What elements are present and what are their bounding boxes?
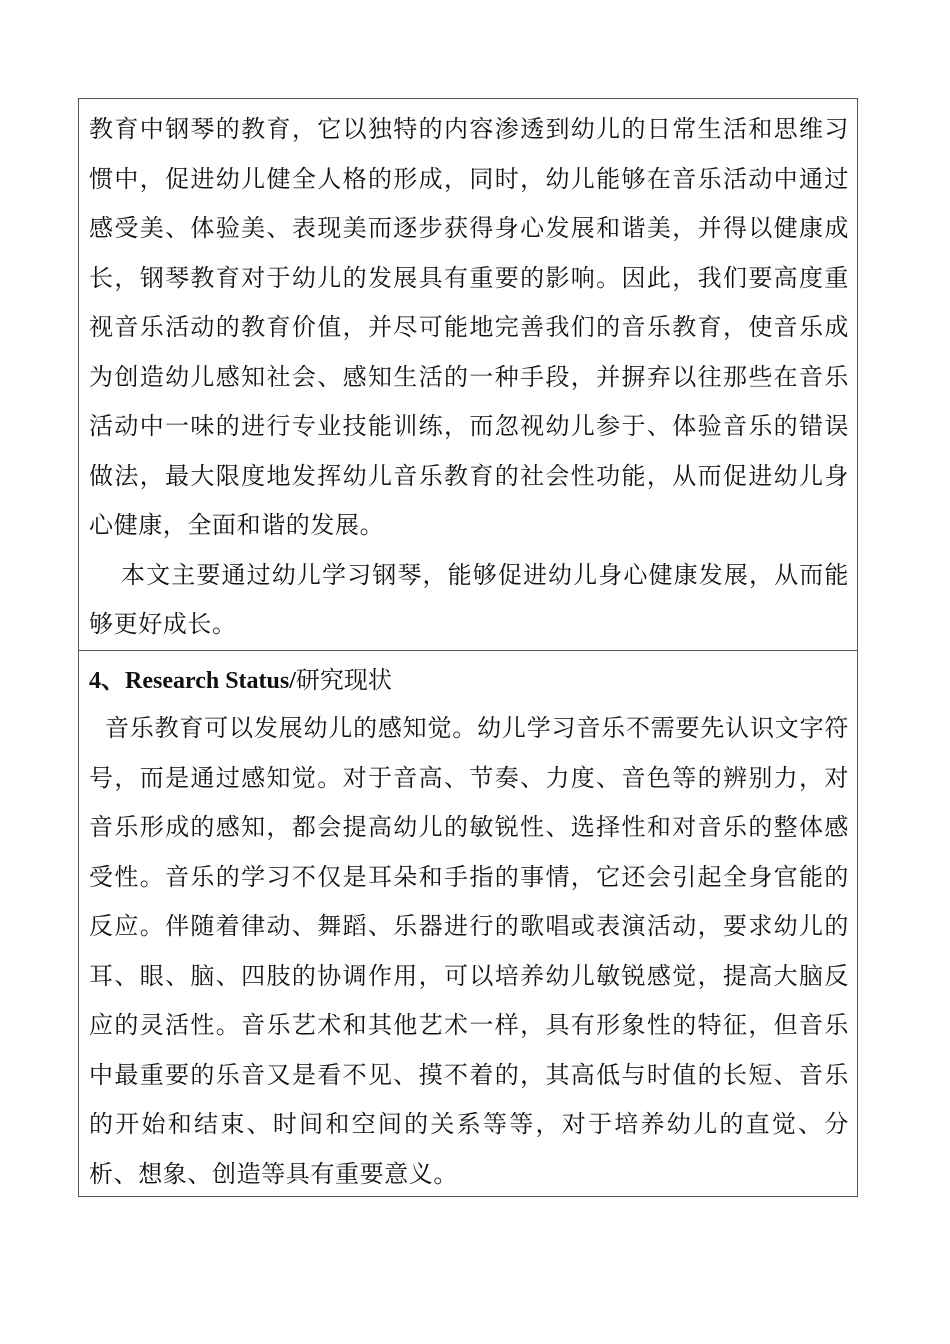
intro-cell: [79, 99, 857, 650]
intro-paragraph: 教育中钢琴的教育，它以独特的内容渗透到幼儿的日常生活和思维习惯中，促进幼儿健全人格的形成，同时，幼儿能够在音乐活动中通过感受美、体验美、表现美而逐步获得身心发展和谐美，并得以健康成长，钢琴教育对于幼儿的发展具有重要的影响。因此，我们要高度重视音乐活动的教育价值，并尽可能地完善我们的音乐教育，使音乐成为创造幼儿感知社会、感知生活的一种手段，并摒弃以往那些在音乐活动中一味的进行专业技能训练，而忽视幼儿参于、体验音乐的错误做法，最大限度地发挥幼儿音乐教育的社会性功能，从而促进幼儿身心健康，全面和谐的发展。: [89, 115, 849, 539]
section-title-en: Research Status/: [125, 668, 296, 694]
intro-summary-paragraph: 本文主要通过幼儿学习钢琴，能够促进幼儿身心健康发展，从而能够更好成长。: [89, 560, 849, 638]
research-status-paragraph: 音乐教育可以发展幼儿的感知觉。幼儿学习音乐不需要先认识文字符号，而是通过感知觉。对于音高、节奏、力度、音色等的辨别力，对音乐形成的感知，都会提高幼儿的敏锐性、选择性和对音乐的整体感受性。音乐的学习不仅是耳朵和手指的事情，它还会引起全身官能的反应。伴随着律动、舞蹈、乐器进行的歌唱或表演活动，要求幼儿的耳、眼、脑、四肢的协调作用，可以培养幼儿敏锐感觉，提高大脑反应的灵活性。音乐艺术和其他艺术一样，具有形象性的特征，但音乐中最重要的乐音又是看不见、摸不着的，其高低与时值的长短、音乐的开始和结束、时间和空间的关系等等，对于培养幼儿的直觉、分析、想象、创造等具有重要意义。: [89, 714, 849, 1188]
section-title-zh: 研究现状: [295, 666, 392, 694]
section-number: 4、: [89, 668, 125, 694]
research-status-cell: [79, 650, 857, 1196]
section-heading: [89, 657, 849, 704]
document-table: [78, 98, 858, 1197]
